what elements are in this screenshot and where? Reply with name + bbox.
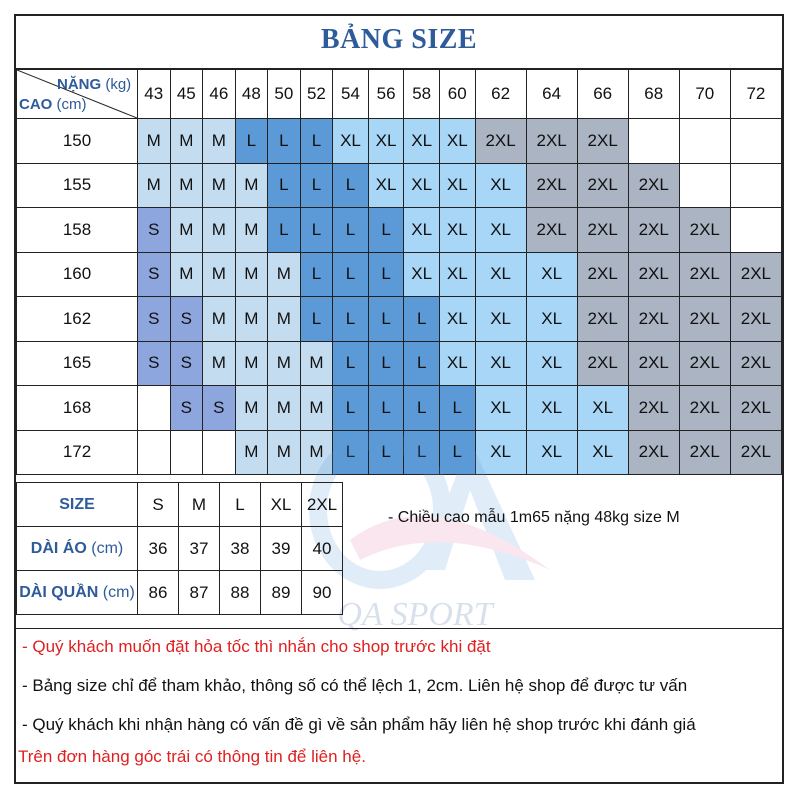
size-cell: M xyxy=(300,341,333,386)
size-cell: M xyxy=(170,119,203,164)
shirt-length-label xyxy=(17,527,138,571)
height-cell: 155 xyxy=(17,163,138,208)
size-cell: XL xyxy=(526,386,577,431)
size-cell: XL xyxy=(475,252,526,297)
weight-header-cell: 72 xyxy=(730,70,781,119)
size-cell: M xyxy=(138,119,171,164)
shirt-length-value: 39 xyxy=(261,527,302,571)
size-cell xyxy=(730,119,781,164)
size-cell: 2XL xyxy=(577,119,628,164)
size-cell: L xyxy=(333,341,369,386)
size-label: SIZE xyxy=(17,483,138,527)
pants-length-value: 88 xyxy=(220,571,261,615)
size-cell: M xyxy=(300,430,333,475)
size-cell: XL xyxy=(475,208,526,253)
size-cell: L xyxy=(333,430,369,475)
size-cell: L xyxy=(439,430,475,475)
size-cell: XL xyxy=(475,341,526,386)
weight-unit: (kg) xyxy=(105,76,132,93)
size-cell: XL xyxy=(439,297,475,342)
size-cell: XL xyxy=(404,163,440,208)
height-cell: 150 xyxy=(17,119,138,164)
height-cell: 160 xyxy=(17,252,138,297)
size-cell: L xyxy=(404,297,440,342)
pants-length-value: 87 xyxy=(179,571,220,615)
size-reference-note: - Bảng size chỉ để tham khảo, thông số có thể lệch 1, 2cm. Liên hệ shop để được tư vấn xyxy=(22,676,688,695)
size-cell: L xyxy=(404,341,440,386)
size-cell: 2XL xyxy=(577,297,628,342)
size-chart-row xyxy=(17,430,782,475)
size-cell: L xyxy=(368,386,404,431)
size-cell: 2XL xyxy=(730,297,781,342)
size-chart-row xyxy=(17,208,782,253)
size-cell: L xyxy=(333,297,369,342)
weight-header-cell: 68 xyxy=(628,70,679,119)
size-cell: L xyxy=(368,208,404,253)
size-cell: XL xyxy=(404,208,440,253)
size-cell xyxy=(679,119,730,164)
model-info-note: - Chiều cao mẫu 1m65 nặng 48kg size M xyxy=(388,509,680,526)
size-cell: M xyxy=(203,341,236,386)
weight-header-cell: 66 xyxy=(577,70,628,119)
size-cell: 2XL xyxy=(628,252,679,297)
size-column-header: L xyxy=(220,483,261,527)
size-cell: 2XL xyxy=(577,208,628,253)
weight-header-cell: 54 xyxy=(333,70,369,119)
size-cell: M xyxy=(235,208,268,253)
weight-label: NẶNG xyxy=(57,76,102,93)
size-cell: S xyxy=(138,252,171,297)
weight-header-cell: 46 xyxy=(203,70,236,119)
size-cell: XL xyxy=(526,341,577,386)
pants-length-text: DÀI QUẦN xyxy=(19,583,99,601)
size-cell: L xyxy=(300,208,333,253)
size-cell: XL xyxy=(439,163,475,208)
size-chart-row xyxy=(17,297,782,342)
weight-header-cell: 62 xyxy=(475,70,526,119)
size-cell: S xyxy=(138,341,171,386)
weight-header-cell: 64 xyxy=(526,70,577,119)
size-cell: M xyxy=(203,252,236,297)
size-chart-row xyxy=(17,341,782,386)
contact-info-note: Trên đơn hàng góc trái có thông tin để liên hệ. xyxy=(18,747,366,766)
size-cell: L xyxy=(368,297,404,342)
shirt-length-text: DÀI ÁO xyxy=(30,539,87,557)
size-cell: L xyxy=(268,208,301,253)
corner-header-cell xyxy=(17,70,138,119)
weight-header-cell: 43 xyxy=(138,70,171,119)
size-column-header: 2XL xyxy=(302,483,343,527)
height-header xyxy=(19,96,87,113)
measurement-table xyxy=(16,482,343,615)
size-cell: XL xyxy=(368,119,404,164)
pants-length-unit: (cm) xyxy=(102,583,135,601)
size-cell: 2XL xyxy=(730,430,781,475)
size-cell: S xyxy=(170,297,203,342)
size-cell: L xyxy=(300,297,333,342)
size-cell: 2XL xyxy=(730,386,781,431)
size-cell xyxy=(138,386,171,431)
size-cell: M xyxy=(235,386,268,431)
weight-header-cell: 48 xyxy=(235,70,268,119)
size-cell: 2XL xyxy=(730,252,781,297)
size-cell: S xyxy=(203,386,236,431)
size-cell xyxy=(203,430,236,475)
size-cell: M xyxy=(170,252,203,297)
size-cell: 2XL xyxy=(679,208,730,253)
size-cell: XL xyxy=(368,163,404,208)
size-cell: 2XL xyxy=(628,430,679,475)
size-chart-row xyxy=(17,252,782,297)
size-chart-row xyxy=(17,119,782,164)
size-cell: 2XL xyxy=(526,208,577,253)
shirt-length-unit: (cm) xyxy=(91,539,124,557)
height-label: CAO xyxy=(19,96,53,113)
size-cell: 2XL xyxy=(628,208,679,253)
size-cell: M xyxy=(235,341,268,386)
size-cell: 2XL xyxy=(577,252,628,297)
weight-header-cell: 52 xyxy=(300,70,333,119)
size-cell: S xyxy=(170,386,203,431)
size-cell: S xyxy=(138,208,171,253)
size-cell: 2XL xyxy=(628,341,679,386)
shirt-length-value: 37 xyxy=(179,527,220,571)
size-cell: M xyxy=(170,163,203,208)
height-cell: 158 xyxy=(17,208,138,253)
size-cell: L xyxy=(268,119,301,164)
size-cell: XL xyxy=(439,208,475,253)
size-cell: M xyxy=(268,252,301,297)
size-chart-body xyxy=(17,70,782,475)
size-chart-row xyxy=(17,386,782,431)
size-cell xyxy=(138,430,171,475)
size-cell: M xyxy=(268,386,301,431)
size-cell: S xyxy=(138,297,171,342)
size-cell: 2XL xyxy=(679,252,730,297)
size-column-header: S xyxy=(138,483,179,527)
size-cell: XL xyxy=(475,297,526,342)
size-cell: M xyxy=(235,163,268,208)
size-cell: M xyxy=(268,297,301,342)
size-chart-table xyxy=(16,69,782,475)
size-cell: XL xyxy=(526,252,577,297)
size-cell: L xyxy=(439,386,475,431)
shirt-length-value: 38 xyxy=(220,527,261,571)
weight-header-cell: 58 xyxy=(404,70,440,119)
size-cell: XL xyxy=(404,252,440,297)
measurement-size-row xyxy=(17,483,343,527)
size-cell: 2XL xyxy=(526,119,577,164)
size-cell: 2XL xyxy=(730,341,781,386)
pants-length-label xyxy=(17,571,138,615)
height-cell: 165 xyxy=(17,341,138,386)
shirt-length-row xyxy=(17,527,343,571)
size-cell: L xyxy=(368,430,404,475)
pants-length-value: 86 xyxy=(138,571,179,615)
weight-header-cell: 56 xyxy=(368,70,404,119)
size-cell: 2XL xyxy=(526,163,577,208)
size-cell: S xyxy=(170,341,203,386)
page-title: BẢNG SIZE xyxy=(320,24,478,55)
express-order-note: - Quý khách muốn đặt hỏa tốc thì nhắn cho shop trước khi đặt xyxy=(22,637,491,656)
size-cell: XL xyxy=(577,386,628,431)
size-cell: 2XL xyxy=(577,341,628,386)
size-cell: 2XL xyxy=(679,341,730,386)
weight-header-cell: 45 xyxy=(170,70,203,119)
size-cell: 2XL xyxy=(628,297,679,342)
size-cell: 2XL xyxy=(679,386,730,431)
size-cell: L xyxy=(300,119,333,164)
weight-header xyxy=(57,76,131,93)
height-cell: 168 xyxy=(17,386,138,431)
size-cell: XL xyxy=(439,252,475,297)
watermark-text: QA SPORT xyxy=(337,596,493,633)
size-cell: L xyxy=(368,252,404,297)
pants-length-row xyxy=(17,571,343,615)
size-cell: 2XL xyxy=(577,163,628,208)
size-cell: XL xyxy=(577,430,628,475)
weight-header-cell: 60 xyxy=(439,70,475,119)
size-cell: M xyxy=(300,386,333,431)
size-cell xyxy=(679,163,730,208)
weight-header-cell: 50 xyxy=(268,70,301,119)
height-cell: 162 xyxy=(17,297,138,342)
size-cell: XL xyxy=(526,430,577,475)
size-cell: 2XL xyxy=(679,297,730,342)
size-cell: L xyxy=(268,163,301,208)
size-cell: M xyxy=(203,297,236,342)
size-cell: M xyxy=(138,163,171,208)
pants-length-value: 89 xyxy=(261,571,302,615)
size-cell: L xyxy=(368,341,404,386)
notes-divider xyxy=(14,628,784,629)
size-cell xyxy=(170,430,203,475)
size-cell: M xyxy=(235,297,268,342)
size-cell xyxy=(730,163,781,208)
size-cell: M xyxy=(203,119,236,164)
weight-header-row xyxy=(17,70,782,119)
size-cell: XL xyxy=(475,163,526,208)
size-cell: 2XL xyxy=(628,163,679,208)
size-cell: M xyxy=(203,163,236,208)
size-cell: M xyxy=(203,208,236,253)
size-cell: XL xyxy=(526,297,577,342)
size-cell: XL xyxy=(475,430,526,475)
size-cell: L xyxy=(235,119,268,164)
size-cell: XL xyxy=(333,119,369,164)
size-cell: M xyxy=(268,341,301,386)
size-cell: XL xyxy=(439,119,475,164)
size-cell: L xyxy=(333,252,369,297)
size-cell: L xyxy=(300,252,333,297)
shirt-length-value: 40 xyxy=(302,527,343,571)
size-column-header: M xyxy=(179,483,220,527)
size-cell: M xyxy=(170,208,203,253)
size-cell: L xyxy=(333,208,369,253)
size-cell: M xyxy=(235,252,268,297)
size-cell: L xyxy=(333,386,369,431)
size-cell: XL xyxy=(475,386,526,431)
size-chart-row xyxy=(17,163,782,208)
size-cell: XL xyxy=(439,341,475,386)
size-cell: L xyxy=(333,163,369,208)
size-column-header: XL xyxy=(261,483,302,527)
weight-header-cell: 70 xyxy=(679,70,730,119)
pants-length-value: 90 xyxy=(302,571,343,615)
size-cell xyxy=(730,208,781,253)
size-cell: M xyxy=(268,430,301,475)
size-cell: XL xyxy=(404,119,440,164)
contact-before-review-note: - Quý khách khi nhận hàng có vấn đề gì về sản phẩm hãy liên hệ shop trước khi đánh giá xyxy=(22,715,696,734)
size-cell: L xyxy=(404,386,440,431)
height-unit: (cm) xyxy=(56,96,87,113)
size-cell: L xyxy=(300,163,333,208)
height-cell: 172 xyxy=(17,430,138,475)
size-cell: M xyxy=(235,430,268,475)
size-cell: 2XL xyxy=(679,430,730,475)
size-cell: 2XL xyxy=(628,386,679,431)
size-cell: 2XL xyxy=(475,119,526,164)
size-cell xyxy=(628,119,679,164)
shirt-length-value: 36 xyxy=(138,527,179,571)
size-cell: L xyxy=(404,430,440,475)
